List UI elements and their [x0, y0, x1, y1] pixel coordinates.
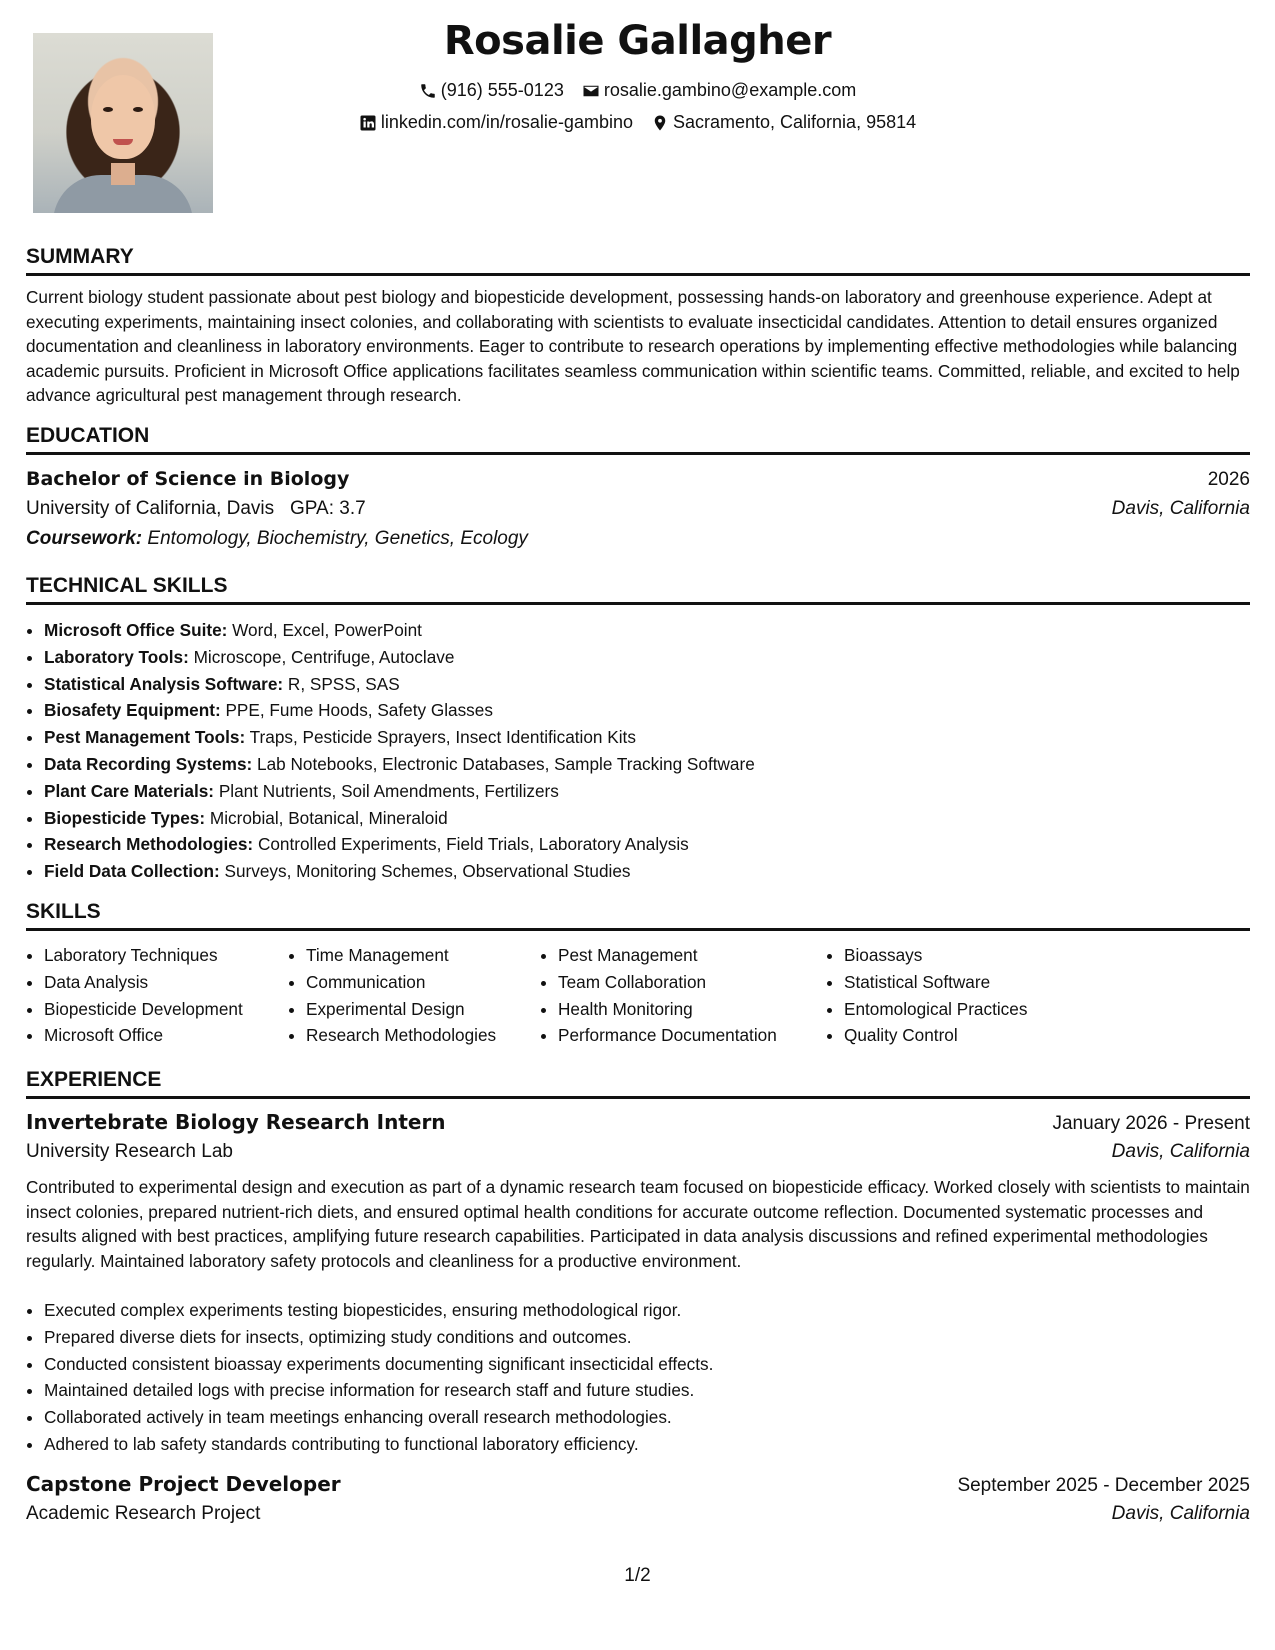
phone-icon	[419, 82, 437, 100]
coursework-label: Coursework:	[26, 528, 143, 549]
job-2-location: Davis, California	[1111, 1503, 1250, 1524]
location-text: Sacramento, California, 95814	[672, 112, 917, 132]
graduation-year: 2026	[1207, 469, 1250, 490]
experience-heading: EXPERIENCE	[26, 1068, 1250, 1099]
list-item: • Adhered to lab safety standards contributing to functional laboratory efficiency.	[44, 1431, 1268, 1458]
degree: Bachelor of Science in Biology	[26, 468, 350, 490]
skills-column-4	[826, 942, 1027, 1049]
job-1-description: Contributed to experimental design and execution as part of a dynamic research team focused on biopesticide efficacy. Worked closely with scientists to maintain insect colonies, prepared nutrient-rich diets, and ensured optimal health conditions for accurate outcome reflection. Documented systematic processes and results aligned with best practices, amplifying future research capabilities. Participated in data analysis discussions and refined experimental methodologies regularly. Maintained laboratory safety protocols and cleanliness for a productive environment.	[26, 1177, 1250, 1271]
coursework-row	[26, 528, 1250, 550]
list-item: • Microsoft Office	[44, 1022, 243, 1049]
education-row-2	[26, 498, 1250, 520]
technical-skills-list	[26, 617, 1268, 885]
summary-text: Current biology student passionate about pest biology and biopesticide development, possessing hands-on laboratory and greenhouse experience. Adept at executing experiments, maintaining insect colonies, and collaborating with scientists to evaluate insecticidal candidates. Attention to detail ensures organized documentation and cleanliness in laboratory environments. Eager to contribute to research operations by implementing effective methodologies while balancing academic pursuits. Proficient in Microsoft Office applications facilitates seamless communication within scientific teams. Committed, reliable, and excited to help advance agricultural pest management through research.	[26, 287, 1240, 405]
technical-skills-heading: TECHNICAL SKILLS	[26, 574, 1250, 605]
linkedin-icon	[359, 114, 377, 132]
contact-line-1	[0, 80, 1275, 101]
list-item: • Statistical Software	[844, 969, 1027, 996]
list-item: • Pest Management	[558, 942, 777, 969]
list-item: • Data Recording Systems: Lab Notebooks, Electronic Databases, Sample Tracking Software	[44, 751, 1268, 778]
contact-line-2	[0, 112, 1275, 133]
job-1-row-1	[26, 1110, 1250, 1135]
list-item: • Research Methodologies	[306, 1022, 496, 1049]
job-1-org: University Research Lab	[26, 1141, 233, 1162]
linkedin-text[interactable]: linkedin.com/in/rosalie-gambino	[380, 112, 633, 132]
list-item: • Experimental Design	[306, 996, 496, 1023]
list-item: • Pest Management Tools: Traps, Pesticide Sprayers, Insect Identification Kits	[44, 724, 1268, 751]
list-item: • Communication	[306, 969, 496, 996]
list-item: • Entomological Practices	[844, 996, 1027, 1023]
job-1-row-2	[26, 1141, 1250, 1163]
job-1-role: Invertebrate Biology Research Intern	[26, 1110, 446, 1134]
contact-phone	[419, 80, 564, 101]
contact-email[interactable]	[582, 80, 856, 101]
list-item: • Biosafety Equipment: PPE, Fume Hoods, Safety Glasses	[44, 697, 1268, 724]
list-item: • Conducted consistent bioassay experiments documenting significant insecticidal effects.	[44, 1351, 1268, 1378]
envelope-icon	[582, 82, 600, 100]
skills-heading: SKILLS	[26, 900, 1250, 931]
list-item: • Bioassays	[844, 942, 1027, 969]
contact-location	[651, 112, 916, 133]
education-row-1	[26, 468, 1250, 491]
skills-column-1	[26, 942, 243, 1049]
job-2-org: Academic Research Project	[26, 1503, 261, 1524]
list-item: • Executed complex experiments testing biopesticides, ensuring methodological rigor.	[44, 1297, 1268, 1324]
page-number: 1/2	[624, 1565, 651, 1586]
list-item: • Laboratory Techniques	[44, 942, 243, 969]
job-2-row-1	[26, 1472, 1250, 1497]
email-text[interactable]: rosalie.gambino@example.com	[603, 80, 857, 100]
school-gpa	[26, 498, 366, 520]
skills-column-3	[540, 942, 777, 1049]
list-item: • Quality Control	[844, 1022, 1027, 1049]
summary-heading: SUMMARY	[26, 245, 1250, 276]
list-item: • Plant Care Materials: Plant Nutrients, Soil Amendments, Fertilizers	[44, 778, 1268, 805]
phone-text: (916) 555-0123	[440, 80, 564, 100]
job-2-dates: September 2025 - December 2025	[957, 1475, 1250, 1496]
candidate-name: Rosalie Gallagher	[443, 18, 832, 64]
list-item: • Statistical Analysis Software: R, SPSS, SAS	[44, 671, 1268, 698]
coursework-list: Entomology, Biochemistry, Genetics, Ecology	[147, 528, 528, 549]
list-item: • Biopesticide Development	[44, 996, 243, 1023]
map-pin-icon	[651, 114, 669, 132]
job-1-bullets	[26, 1297, 1268, 1458]
job-1-location: Davis, California	[1111, 1141, 1250, 1162]
job-2-row-2	[26, 1503, 1250, 1525]
list-item: • Microsoft Office Suite: Word, Excel, PowerPoint	[44, 617, 1268, 644]
job-1-dates: January 2026 - Present	[1052, 1113, 1250, 1134]
education-location: Davis, California	[1111, 498, 1250, 519]
list-item: • Collaborated actively in team meetings enhancing overall research methodologies.	[44, 1404, 1268, 1431]
list-item: • Laboratory Tools: Microscope, Centrifuge, Autoclave	[44, 644, 1268, 671]
list-item: • Team Collaboration	[558, 969, 777, 996]
list-item: • Research Methodologies: Controlled Experiments, Field Trials, Laboratory Analysis	[44, 831, 1268, 858]
list-item: • Data Analysis	[44, 969, 243, 996]
list-item: • Biopesticide Types: Microbial, Botanical, Mineraloid	[44, 805, 1268, 832]
skills-column-2	[288, 942, 496, 1049]
list-item: • Health Monitoring	[558, 996, 777, 1023]
list-item: • Time Management	[306, 942, 496, 969]
education-heading: EDUCATION	[26, 424, 1250, 455]
job-2-role: Capstone Project Developer	[26, 1472, 341, 1496]
list-item: • Performance Documentation	[558, 1022, 777, 1049]
gpa: GPA: 3.7	[289, 498, 366, 519]
coursework	[26, 528, 528, 550]
list-item: • Prepared diverse diets for insects, optimizing study conditions and outcomes.	[44, 1324, 1268, 1351]
contact-linkedin[interactable]	[359, 112, 633, 133]
school-name: University of California, Davis	[26, 498, 275, 519]
list-item: • Field Data Collection: Surveys, Monitoring Schemes, Observational Studies	[44, 858, 1268, 885]
list-item: • Maintained detailed logs with precise information for research staff and future studies.	[44, 1377, 1268, 1404]
